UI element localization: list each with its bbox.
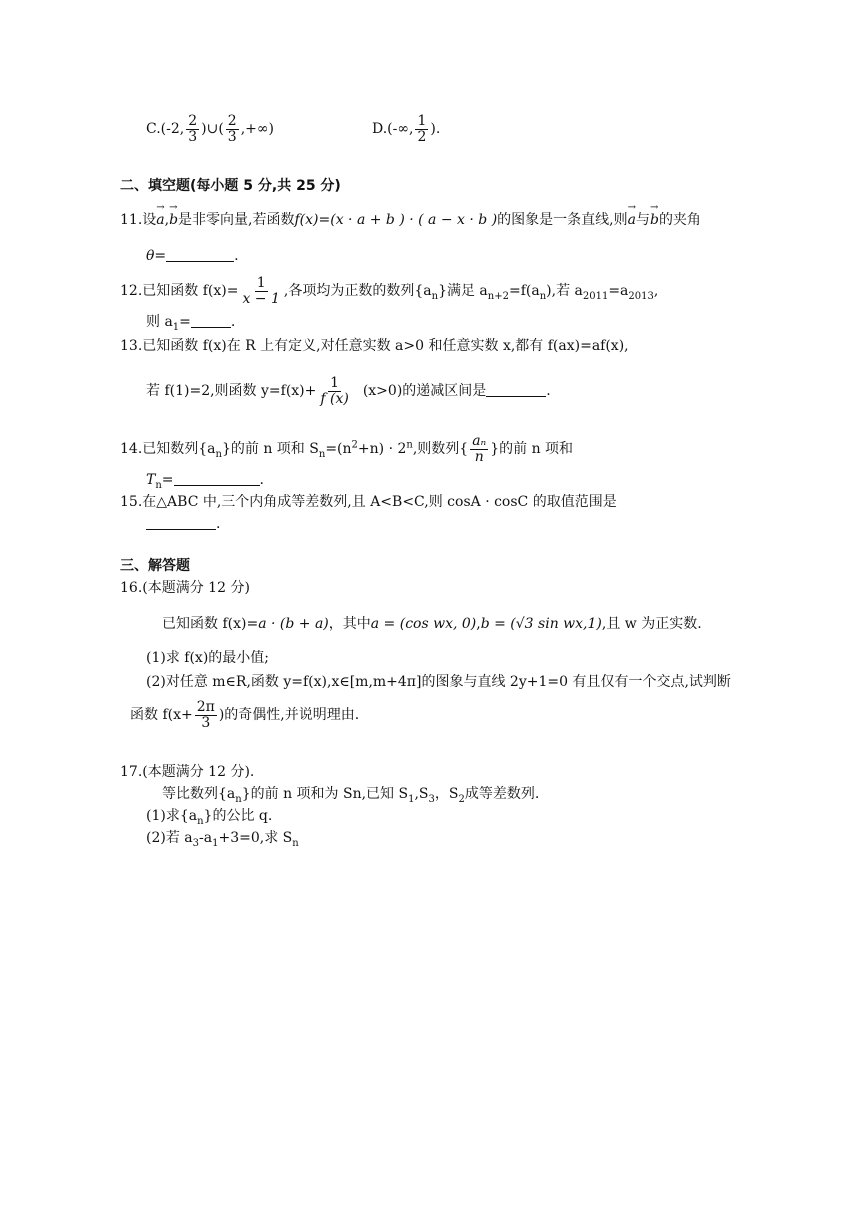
- subscript: 2011: [582, 290, 609, 302]
- frac-num: 2: [188, 113, 198, 129]
- frac-num: 2: [227, 113, 237, 129]
- subscript: 1: [408, 793, 415, 805]
- q12-fraction: [240, 276, 281, 306]
- question-17-part-2: [146, 828, 299, 854]
- question-15: 15.在△ABC 中,三个内角成等差数列,且 A<B<C,则 cosA · cosC 的取值范围是: [120, 494, 617, 510]
- subscript: n+2: [487, 290, 509, 302]
- question-11-line-2: [146, 246, 239, 266]
- option-d-fraction: [415, 114, 428, 144]
- q11-end: .: [234, 248, 239, 264]
- q16-fraction: [195, 700, 217, 730]
- frac-den: x − 1: [242, 290, 280, 307]
- subscript: n: [197, 815, 204, 827]
- q14-e: ,则数列{: [412, 441, 469, 458]
- q12-text-3: =f(a: [508, 283, 540, 300]
- q12-start: 12.已知函数 f(x)=: [120, 283, 239, 300]
- q14-fraction: [470, 434, 488, 464]
- question-13: 13.已知函数 f(x)在 R 上有定义,对任意实数 a>0 和任意实数 x,都有 f(ax)=af(x),: [120, 338, 629, 354]
- subscript: 1: [172, 321, 180, 333]
- q13-line2b: (x>0)的递减区间是: [362, 383, 487, 400]
- frac-num: 1: [330, 375, 340, 391]
- q14-end: .: [259, 472, 264, 488]
- q14-d: +n) · 2: [357, 441, 407, 458]
- q16-line1g: ,且 w 为正实数.: [601, 616, 702, 632]
- q17-part2b: -a: [199, 830, 213, 846]
- q11-function: f(x)=(x · a + b ) · ( a − x · b ): [294, 212, 498, 228]
- q12-line2b: =: [179, 314, 191, 330]
- q17-line1c: ,S: [414, 786, 429, 802]
- q13-end: .: [546, 383, 551, 400]
- question-12: [120, 276, 658, 307]
- q16-expression: a · (b + a): [258, 616, 329, 632]
- q11-text-1: 是非零向量,若函数: [178, 212, 295, 228]
- answer-blank: [166, 247, 234, 262]
- vector-a: → a: [156, 210, 164, 230]
- q17-part1b: }的公比 q.: [203, 808, 273, 824]
- answer-blank: [191, 313, 231, 328]
- frac-num: 2π: [196, 699, 215, 715]
- q12-line2: 则 a: [146, 314, 173, 330]
- superscript: 2: [351, 439, 358, 451]
- question-16-part-2: (2)对任意 m∈R,函数 y=f(x),x∈[m,m+4π]的图象与直线 2y+1=0 有且仅有一个交点,试判断: [146, 674, 731, 690]
- subscript: n: [318, 448, 326, 460]
- frac-num: aₙ: [472, 433, 487, 449]
- q16-part2b-a: 函数 f(x+: [130, 707, 193, 724]
- answer-blank: [486, 382, 546, 397]
- q15-end: .: [216, 516, 221, 532]
- option-d: [372, 114, 440, 144]
- question-16-part-1: (1)求 f(x)的最小值;: [146, 650, 269, 666]
- option-c: [146, 113, 275, 145]
- subscript: n: [235, 793, 242, 805]
- q11-text-4: 的夹角: [658, 212, 701, 228]
- q13-fraction: [318, 376, 350, 406]
- option-d-start: D.(-∞,: [372, 121, 414, 138]
- q12-text-2: }满足 a: [438, 283, 488, 300]
- q12-text-5: =a: [608, 283, 629, 300]
- q14-c: =(n: [325, 441, 352, 458]
- q16-line1c: ，其中: [328, 616, 371, 632]
- frac-den: 2: [417, 128, 427, 145]
- option-c-fraction-2: [226, 114, 239, 144]
- answer-blank: [146, 515, 216, 530]
- q14-line2: T: [146, 472, 156, 488]
- question-15-line-2: [146, 514, 220, 534]
- frac-den: 3: [188, 128, 198, 145]
- q12-text-6: ,: [653, 283, 659, 300]
- q16-vector-a: a = (cos wx, 0): [370, 616, 477, 632]
- vector-b: → b: [169, 210, 178, 230]
- subscript: 3: [192, 837, 200, 849]
- subscript: n: [539, 290, 547, 302]
- vector-b: → b: [650, 210, 659, 230]
- frac-num: 1: [417, 113, 427, 129]
- question-17-header: 17.(本题满分 12 分).: [120, 764, 255, 780]
- q11-number: 11.设: [120, 212, 157, 228]
- q17-line1d: ，S: [434, 786, 459, 802]
- question-16-line-1: [162, 614, 702, 634]
- vector-a: → a: [628, 210, 636, 230]
- question-16-part-2-line-2: [130, 700, 359, 730]
- option-d-tail: ).: [430, 121, 441, 138]
- q16-vector-b: b = (√3 sin wx,1): [480, 616, 602, 632]
- frac-den: 3: [201, 714, 211, 731]
- subscript: 2013: [628, 290, 654, 302]
- q14-b: }的前 n 项和 S: [221, 441, 319, 458]
- section-2-title: 二、填空题(每小题 5 分,共 25 分): [120, 178, 341, 194]
- question-12-line-2: [146, 312, 235, 338]
- subscript: n: [292, 837, 299, 849]
- question-14: [120, 434, 573, 465]
- subscript: 3: [428, 793, 435, 805]
- question-13-line-2: [146, 376, 551, 406]
- subscript: 1: [212, 837, 219, 849]
- q12-text: ,各项均为正数的数列{a: [283, 283, 432, 300]
- q17-line1b: }的前 n 项和为 Sn,已知 S: [241, 786, 409, 802]
- q12-end: .: [230, 314, 236, 330]
- subscript: n: [431, 290, 439, 302]
- subscript: 2: [458, 793, 465, 805]
- q17-line1e: 成等差数列.: [464, 786, 540, 802]
- q11-comma: ,: [164, 212, 170, 228]
- q17-line1: 等比数列{a: [162, 786, 236, 802]
- option-c-fraction-1: [186, 114, 199, 144]
- q16-line1a: 已知函数 f(x)=: [162, 616, 259, 632]
- frac-num: 1: [256, 275, 266, 291]
- subscript: n: [155, 479, 162, 491]
- q10-options: [146, 114, 274, 144]
- theta-label: θ=: [146, 248, 167, 264]
- superscript: n: [406, 439, 413, 451]
- option-c-tail: ,+∞): [240, 121, 275, 138]
- section-3-title: 三、解答题: [120, 558, 190, 574]
- q14-line2b: =: [161, 472, 174, 488]
- q12-text-4: ),若 a: [546, 283, 583, 300]
- q16-comma: ,: [476, 616, 481, 632]
- q11-text-3: 与: [635, 212, 650, 228]
- q17-part2c: +3=0,求 S: [218, 830, 293, 846]
- frac-den: 3: [227, 128, 237, 145]
- q13-line2a: 若 f(1)=2,则函数 y=f(x)+: [146, 383, 317, 400]
- q16-part2b-c: )的奇偶性,并说明理由.: [218, 707, 360, 724]
- option-c-start: C.(-2,: [146, 121, 185, 138]
- question-16-header: 16.(本题满分 12 分): [120, 580, 250, 596]
- q17-part2: (2)若 a: [146, 830, 193, 846]
- q11-text-2: 的图象是一条直线,则: [497, 212, 628, 228]
- subscript: n: [215, 448, 222, 460]
- answer-blank: [174, 471, 260, 486]
- question-11: [120, 210, 701, 230]
- q14-a: 14.已知数列{a: [120, 441, 216, 458]
- q14-f: }的前 n 项和: [490, 441, 574, 458]
- q17-part1: (1)求{a: [146, 808, 198, 824]
- frac-den: f (x): [320, 390, 349, 407]
- frac-den: n: [474, 448, 484, 465]
- option-c-mid: )∪(: [201, 121, 224, 138]
